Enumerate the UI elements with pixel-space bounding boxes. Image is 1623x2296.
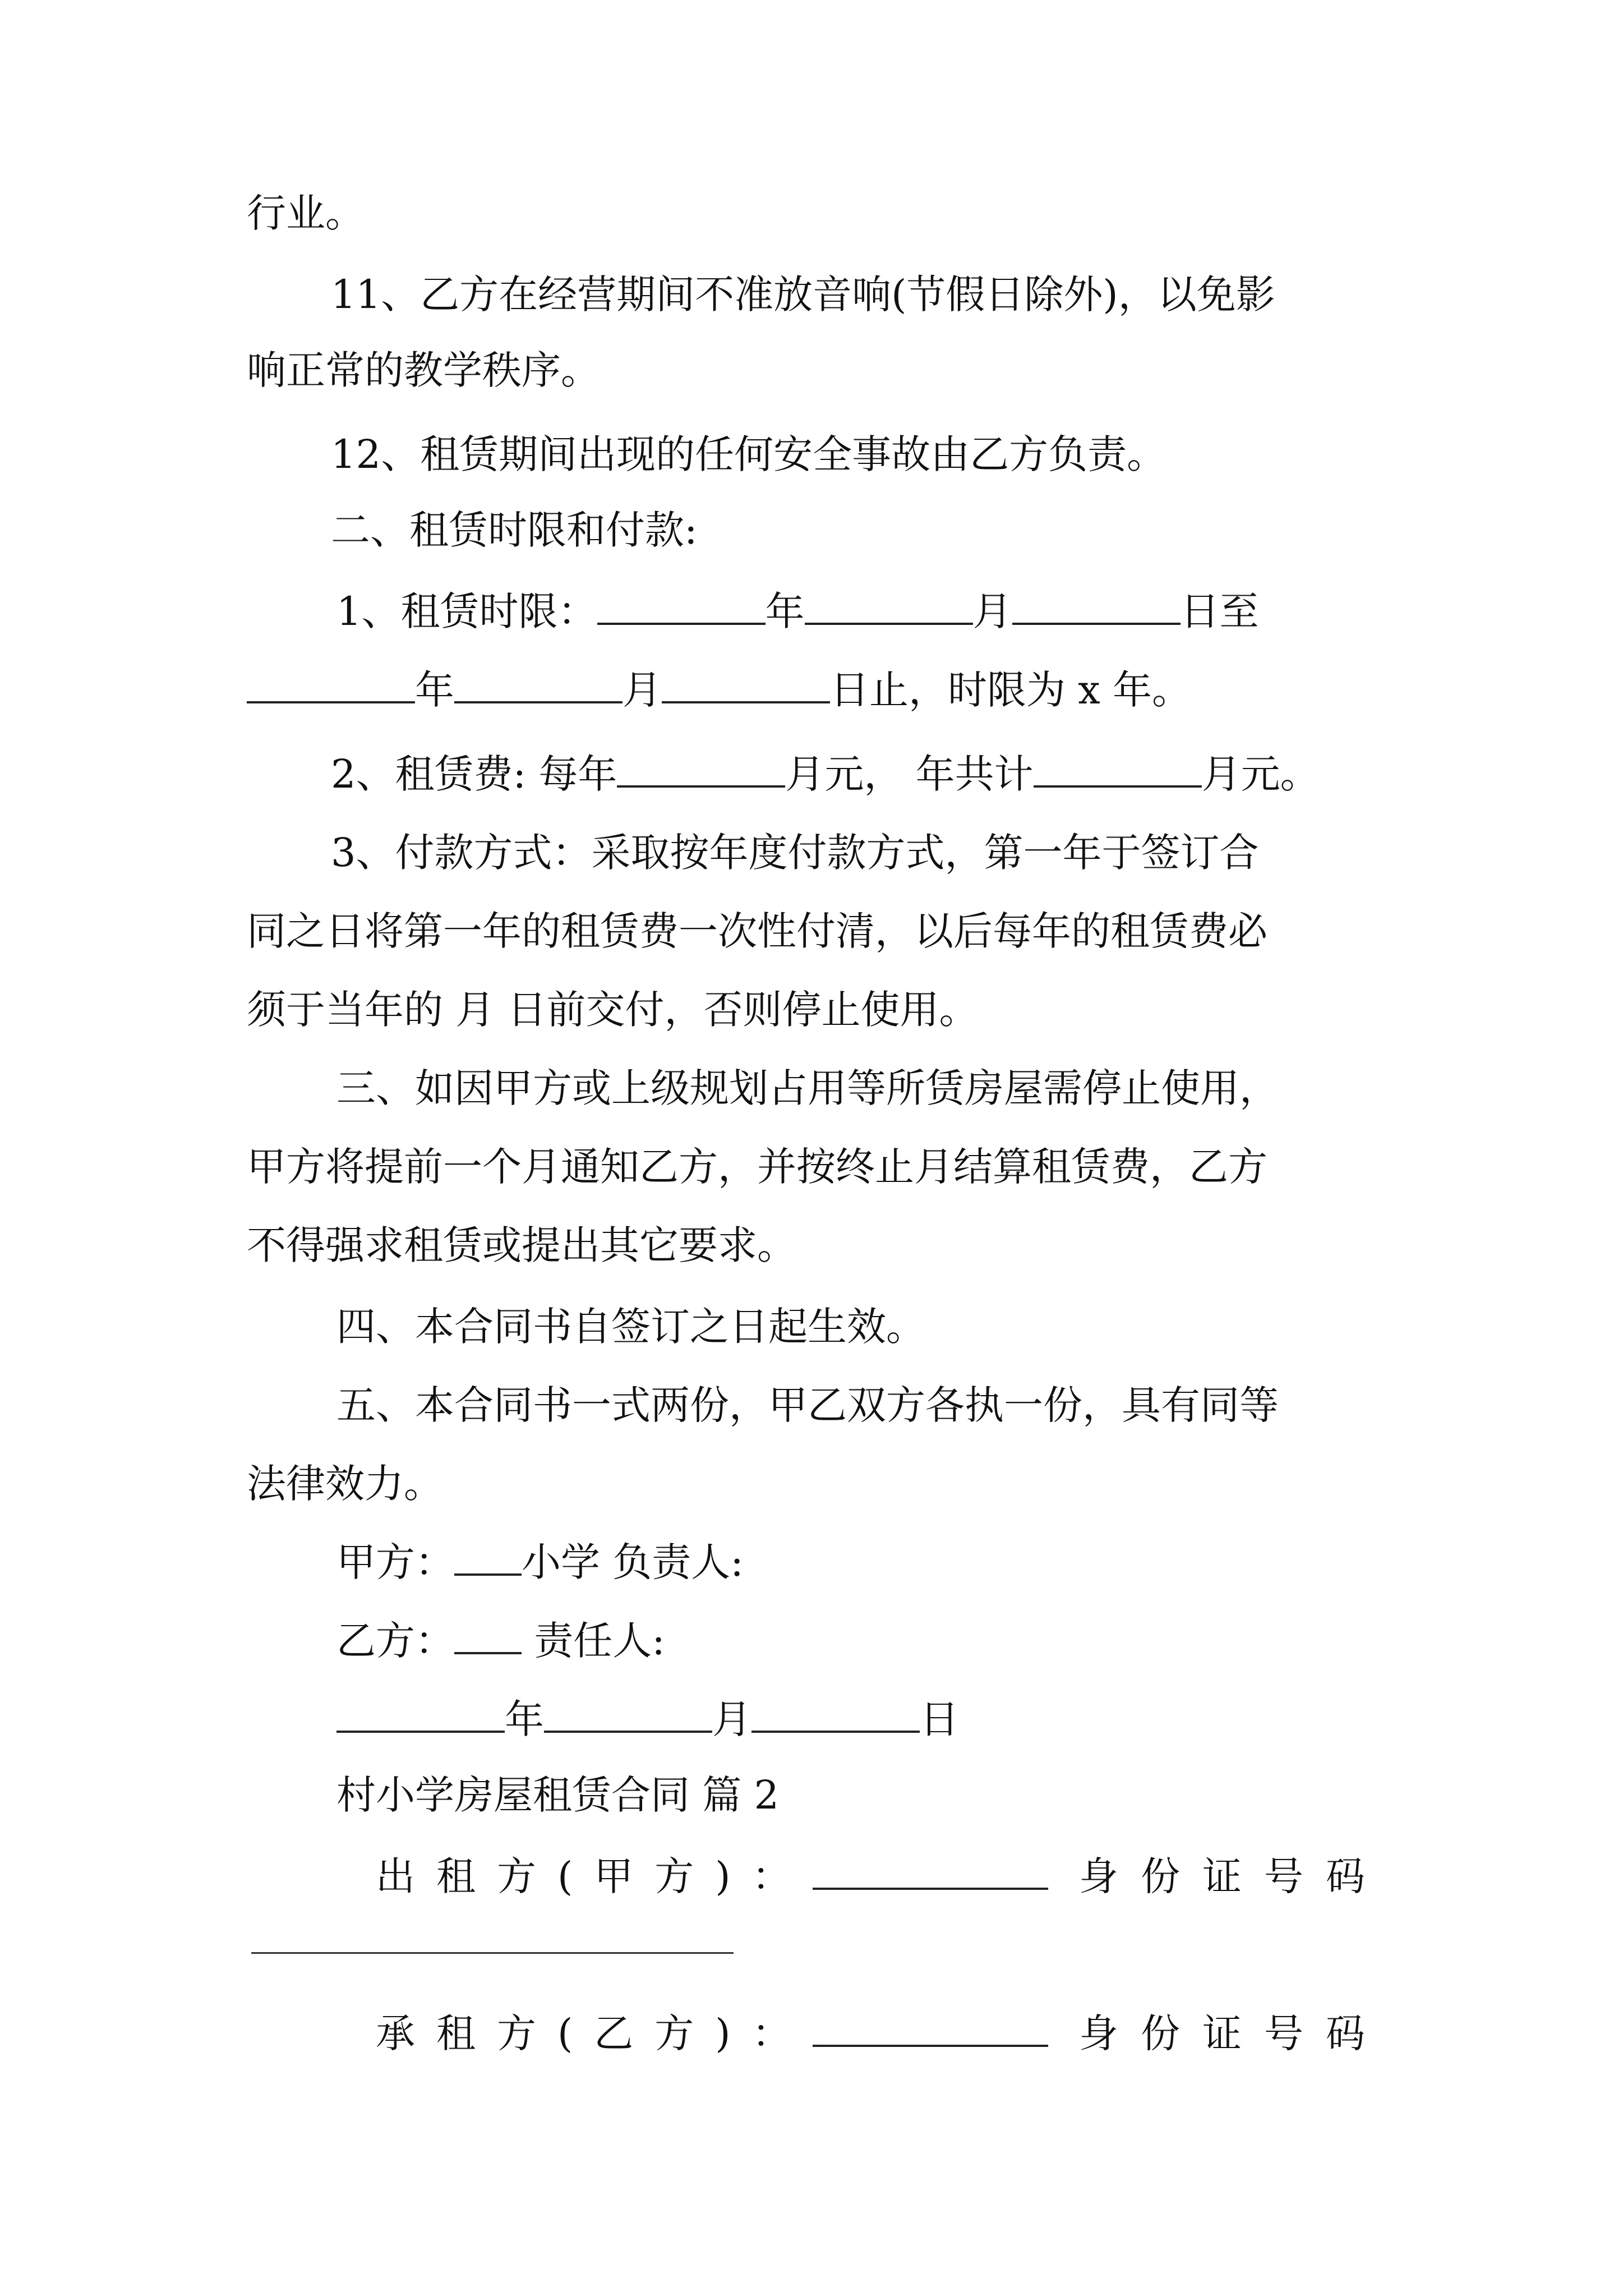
text: 月: [712, 1696, 751, 1742]
text: 2、租赁费: 每年: [331, 751, 617, 797]
lease-term-line: [0, 662, 1623, 718]
text: 村小学房屋租赁合同 篇 2: [336, 1772, 780, 1818]
text: 月元， 年共计: [785, 751, 1034, 797]
text: 12、租赁期间出现的任何安全事故由乙方负责。: [331, 431, 1166, 477]
text: 日至: [1180, 588, 1259, 634]
party-b-signature-line: [0, 1613, 1623, 1669]
blank-field[interactable]: [454, 1617, 522, 1654]
text: 五、本合同书一式两份，甲乙双方各执一份，具有同等: [336, 1382, 1279, 1428]
blank-field[interactable]: [662, 666, 830, 703]
date-line: [0, 1691, 1623, 1747]
text: 甲方将提前一个月通知乙方，并按终止月结算租赁费，乙方: [247, 1144, 1267, 1190]
paragraph-line: [0, 1217, 1623, 1273]
text: 11、乙方在经营期间不准放音响(节假日除外)，以免影: [331, 272, 1275, 318]
id-number-label: 身份证号码: [1079, 2010, 1387, 2056]
text: 不得强求租赁或提出其它要求。: [247, 1222, 796, 1268]
text: 乙方：: [336, 1618, 454, 1664]
text: 月: [972, 588, 1012, 634]
blank-field[interactable]: [454, 1539, 522, 1576]
paragraph-line: [0, 185, 1623, 241]
blank-field[interactable]: [1012, 588, 1181, 625]
text: 四、本合同书自签订之日起生效。: [336, 1304, 925, 1350]
blank-field[interactable]: [454, 666, 623, 703]
text: 须于当年的 月 日前交付，否则停止使用。: [247, 987, 979, 1033]
blank-field[interactable]: [1034, 751, 1202, 788]
text: 出租方(甲方)：: [376, 1853, 813, 1899]
section-title: [0, 1767, 1623, 1823]
paragraph-line: [0, 1377, 1623, 1433]
text: 小学 负责人:: [522, 1539, 744, 1585]
paragraph-line: [0, 1060, 1623, 1116]
text: 响正常的教学秩序。: [247, 347, 600, 393]
paragraph-line: [0, 266, 1623, 323]
blank-field[interactable]: [336, 1696, 505, 1733]
paragraph-line: [0, 1299, 1623, 1355]
text: 日止，时限为 x 年。: [830, 667, 1191, 713]
paragraph-line: [0, 1456, 1623, 1512]
text: 年: [505, 1696, 544, 1742]
text: 承租方(乙方)：: [376, 2010, 813, 2056]
blank-field[interactable]: [597, 588, 766, 625]
text: 同之日将第一年的租赁费一次性付清，以后每年的租赁费必: [247, 908, 1267, 954]
text: 月元。: [1201, 751, 1320, 797]
id-number-label: 身份证号码: [1079, 1853, 1387, 1899]
blank-field[interactable]: [751, 1696, 920, 1733]
text: 二、租赁时限和付款:: [331, 507, 698, 553]
rent-line: [0, 746, 1623, 802]
paragraph-line: [0, 825, 1623, 881]
text: 三、如因甲方或上级规划占用等所赁房屋需停止使用，: [336, 1065, 1279, 1111]
paragraph-line: [0, 1139, 1623, 1195]
text: 责任人:: [522, 1618, 665, 1664]
text: 行业。: [247, 190, 365, 236]
text: 年: [765, 588, 805, 634]
text: 日: [920, 1696, 959, 1742]
text: 法律效力。: [247, 1461, 443, 1507]
paragraph-line: [0, 342, 1623, 398]
blank-field[interactable]: [617, 751, 785, 788]
text: 1、租赁时限：: [336, 588, 597, 634]
paragraph-line: [0, 903, 1623, 959]
blank-field[interactable]: [813, 1853, 1048, 1890]
text: 年: [415, 667, 454, 713]
blank-field[interactable]: [813, 2010, 1048, 2047]
text: 甲方：: [336, 1539, 454, 1585]
blank-field[interactable]: [544, 1696, 712, 1733]
party-a-signature-line: [0, 1534, 1623, 1590]
paragraph-line: [0, 426, 1623, 482]
blank-field[interactable]: [805, 588, 973, 625]
text: 3、付款方式：采取按年度付款方式，第一年于签订合: [331, 830, 1259, 876]
lease-term-line: [0, 583, 1623, 639]
paragraph-line: [0, 982, 1623, 1038]
blank-field[interactable]: [247, 666, 415, 703]
text: 月: [623, 667, 662, 713]
blank-field[interactable]: [251, 1952, 734, 1954]
section-heading: [0, 502, 1623, 558]
